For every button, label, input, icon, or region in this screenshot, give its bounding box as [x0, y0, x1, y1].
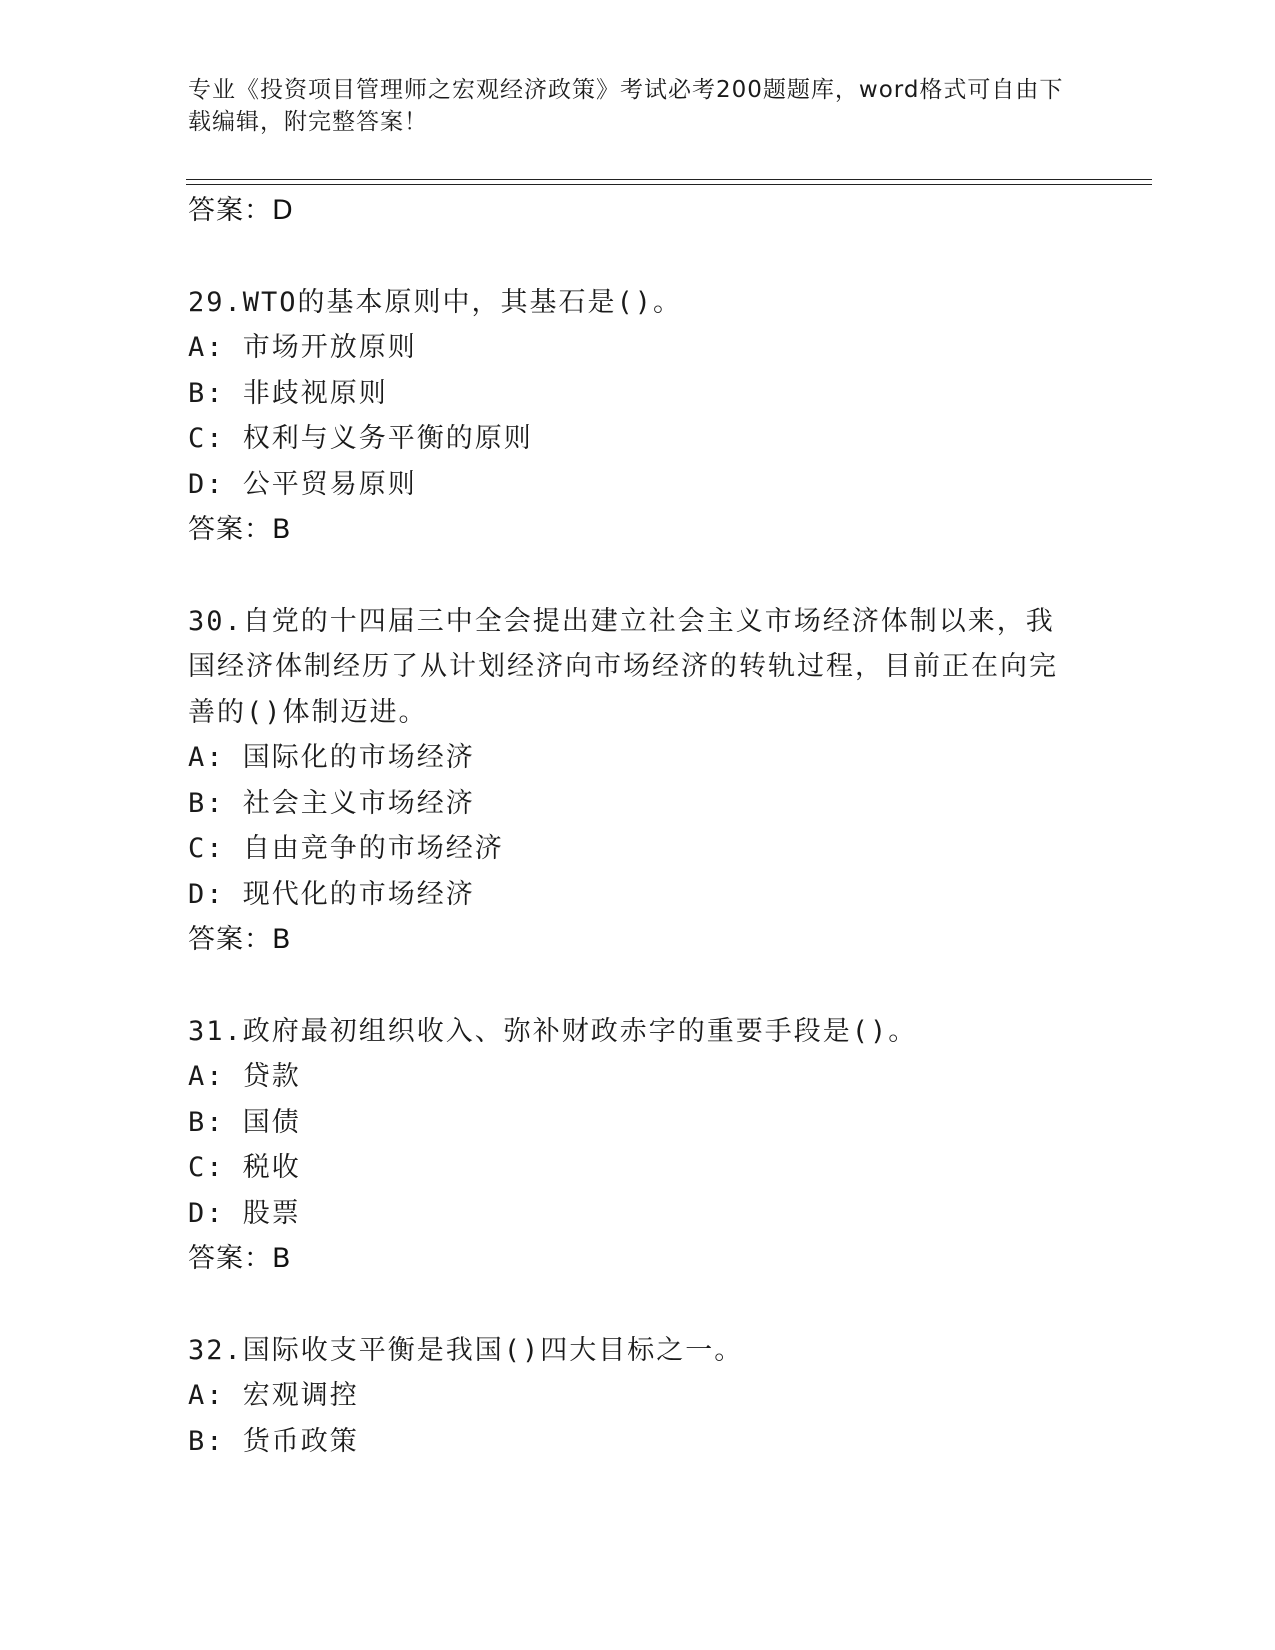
- document-header: 专业《投资项目管理师之宏观经济政策》考试必考200题题库，word格式可自由下载编辑，附完整答案！: [188, 77, 1064, 135]
- header-divider-top: [186, 179, 1152, 180]
- answer: 答案：B: [188, 1243, 292, 1274]
- question-list: [188, 188, 1088, 1464]
- option-c: C: 税收: [188, 1152, 301, 1183]
- previous-answer: 答案：D: [188, 195, 294, 226]
- spacer: [188, 1282, 1088, 1328]
- option-d: D: 股票: [188, 1197, 301, 1229]
- option-b: B: 社会主义市场经济: [188, 787, 475, 819]
- spacer: [188, 234, 1088, 280]
- question-29: [188, 280, 1088, 553]
- question-30: [188, 599, 1088, 963]
- question-stem: 30.自党的十四届三中全会提出建立社会主义市场经济体制以来，我国经济体制经历了从计划经济向市场经济的转轨过程，目前正在向完善的()体制迈进。: [188, 605, 1058, 728]
- option-d: D: 现代化的市场经济: [188, 878, 475, 910]
- option-c: C: 自由竞争的市场经济: [188, 833, 504, 864]
- question-32: [188, 1328, 1088, 1465]
- question-31: [188, 1009, 1088, 1282]
- header-divider-bottom: [186, 184, 1152, 185]
- option-d: D: 公平贸易原则: [188, 468, 417, 500]
- answer: 答案：B: [188, 514, 292, 545]
- question-stem: 31.政府最初组织收入、弥补财政赤字的重要手段是()。: [188, 1015, 918, 1047]
- spacer: [188, 963, 1088, 1009]
- question-stem: 32.国际收支平衡是我国()四大目标之一。: [188, 1334, 744, 1366]
- option-c: C: 权利与义务平衡的原则: [188, 423, 533, 454]
- option-b: B: 国债: [188, 1106, 301, 1138]
- option-b: B: 货币政策: [188, 1425, 359, 1457]
- option-a: A: 宏观调控: [188, 1380, 359, 1411]
- spacer: [188, 553, 1088, 599]
- answer: 答案：B: [188, 924, 292, 955]
- option-a: A: 国际化的市场经济: [188, 742, 475, 773]
- option-a: A: 市场开放原则: [188, 332, 417, 363]
- option-b: B: 非歧视原则: [188, 377, 388, 409]
- option-a: A: 贷款: [188, 1061, 301, 1092]
- question-stem: 29.WTO的基本原则中，其基石是()。: [188, 286, 683, 318]
